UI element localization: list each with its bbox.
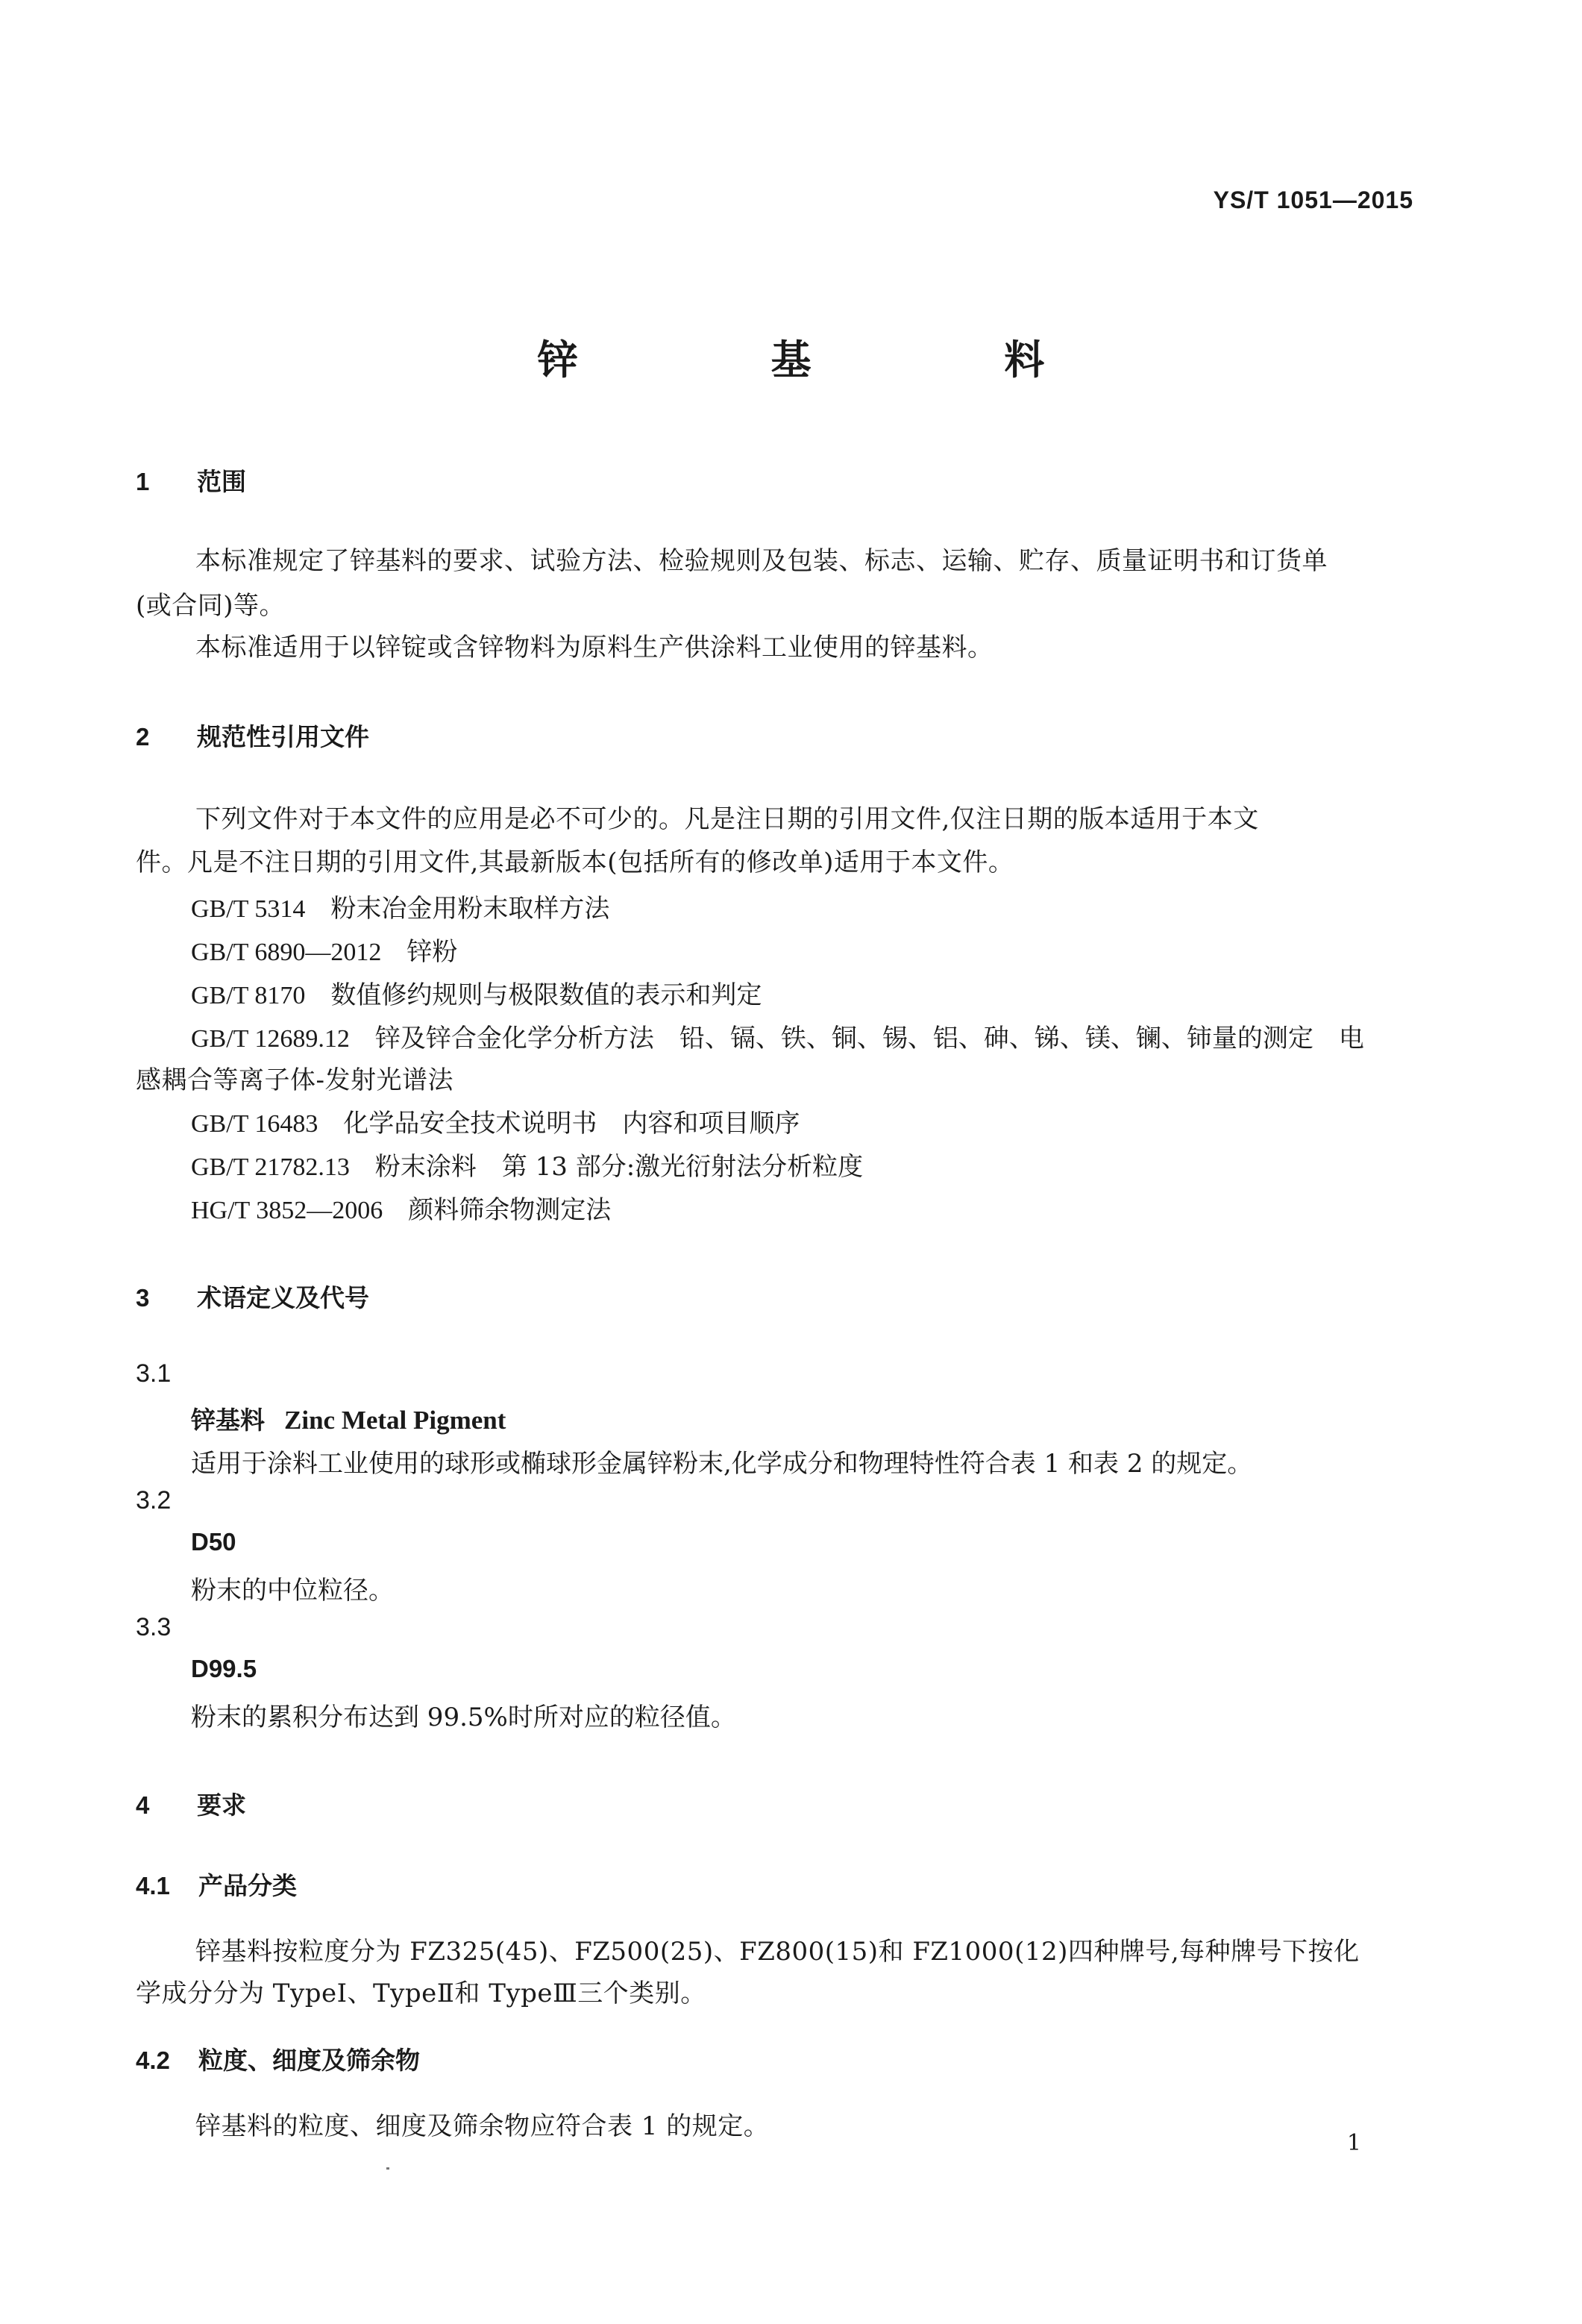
section-title: 规范性引用文件	[197, 722, 369, 751]
paragraph-line: (或合同)等。	[136, 591, 286, 621]
section-1-heading	[136, 463, 246, 498]
term-definition: 粉末的累积分布达到 99.5%时所对应的粒径值。	[191, 1703, 736, 1732]
reference-title: 粉末冶金用粉末取样方法	[330, 894, 610, 924]
reference-code: GB/T 16483	[191, 1110, 318, 1138]
reference-item	[191, 888, 609, 924]
reference-code: GB/T 12689.12	[191, 1025, 350, 1053]
section-title: 术语定义及代号	[197, 1283, 369, 1312]
section-number: 1	[136, 468, 150, 495]
reference-code: GB/T 5314	[191, 895, 306, 923]
term-number: 3.3	[136, 1613, 172, 1641]
paragraph-line: 学成分分为 TypeⅠ、TypeⅡ和 TypeⅢ三个类别。	[136, 1979, 706, 2008]
paragraph-line: 锌基料按粒度分为 FZ325(45)、FZ500(25)、FZ800(15)和 FZ1000(12)四种牌号,每种牌号下按化	[195, 1937, 1360, 1967]
reference-item	[191, 974, 762, 1011]
reference-code: GB/T 8170	[191, 982, 306, 1009]
section-2-heading	[136, 718, 369, 753]
term-definition: 粉末的中位粒径。	[191, 1576, 394, 1606]
section-number: 2	[136, 723, 150, 751]
reference-item	[191, 1146, 863, 1183]
term-definition: 适用于涂料工业使用的球形或椭球形金属锌粉末,化学成分和物理特性符合表 1 和表 2 的规定。	[191, 1449, 1253, 1479]
section-title: 要求	[197, 1791, 246, 1820]
term-name-zh: 锌基料	[191, 1406, 265, 1435]
section-title: 范围	[197, 467, 246, 496]
subsection-number: 4.2	[136, 2046, 170, 2074]
section-number: 4	[136, 1791, 150, 1819]
term-name: D50	[191, 1528, 236, 1556]
subsection-4-2-heading	[136, 2041, 420, 2076]
term-number: 3.1	[136, 1359, 172, 1388]
reference-title-continued: 感耦合等离子体-发射光谱法	[136, 1065, 453, 1095]
paragraph-line: 本标准规定了锌基料的要求、试验方法、检验规则及包装、标志、运输、贮存、质量证明书和订货单	[195, 546, 1328, 576]
term-name-en: Zinc Metal Pigment	[284, 1406, 506, 1435]
reference-code: GB/T 6890—2012	[191, 939, 382, 966]
reference-item	[191, 931, 457, 968]
reference-item	[191, 1018, 1364, 1054]
reference-item	[191, 1189, 611, 1226]
reference-title: 粉末涂料 第 13 部分:激光衍射法分析粒度	[374, 1152, 864, 1182]
reference-title: 锌粉	[407, 937, 458, 967]
section-4-heading	[136, 1786, 246, 1821]
subsection-title: 粒度、细度及筛余物	[198, 2046, 420, 2075]
reference-title: 颜料筛余物测定法	[408, 1195, 612, 1225]
reference-code: HG/T 3852—2006	[191, 1197, 383, 1224]
reference-title: 锌及锌合金化学分析方法 铅、镉、铁、铜、锡、铝、砷、锑、镁、镧、铈量的测定 电	[374, 1024, 1364, 1053]
page-number: 1	[1346, 2130, 1361, 2156]
paragraph-line: 本标准适用于以锌锭或含锌物料为原料生产供涂料工业使用的锌基料。	[195, 633, 994, 663]
paragraph-line: 下列文件对于本文件的应用是必不可少的。凡是注日期的引用文件,仅注日期的版本适用于本文	[195, 804, 1259, 834]
reference-code: GB/T 21782.13	[191, 1153, 350, 1181]
standard-code: YS/T 1051—2015	[1213, 187, 1413, 213]
subsection-title: 产品分类	[198, 1871, 297, 1900]
term-name: D99.5	[191, 1655, 257, 1682]
reference-item	[191, 1103, 800, 1139]
paragraph-line: 锌基料的粒度、细度及筛余物应符合表 1 的规定。	[195, 2111, 770, 2141]
reference-title: 数值修约规则与极限数值的表示和判定	[330, 980, 762, 1010]
subsection-number: 4.1	[136, 1872, 170, 1899]
scan-speck	[386, 2167, 389, 2170]
reference-title: 化学品安全技术说明书 内容和项目顺序	[343, 1109, 800, 1138]
section-3-heading	[136, 1279, 369, 1314]
term-number: 3.2	[136, 1486, 172, 1515]
term-name	[191, 1401, 506, 1436]
document-title: 锌 基 料	[537, 336, 1134, 383]
subsection-4-1-heading	[136, 1867, 297, 1902]
section-number: 3	[136, 1284, 150, 1312]
paragraph-line: 件。凡是不注日期的引用文件,其最新版本(包括所有的修改单)适用于本文件。	[136, 848, 1014, 877]
